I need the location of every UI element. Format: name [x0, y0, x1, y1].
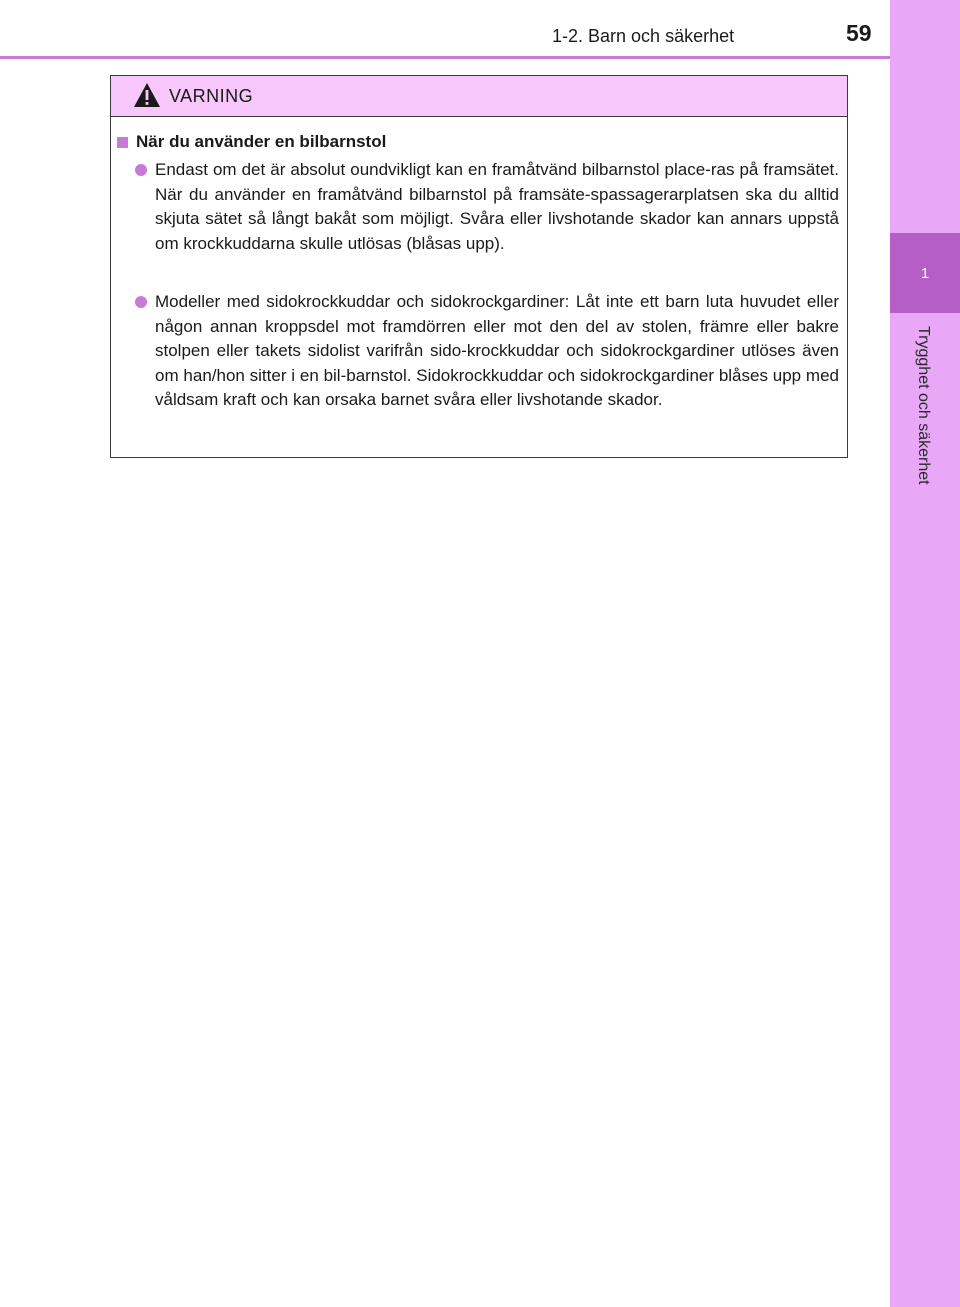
section-title: 1-2. Barn och säkerhet [552, 26, 735, 46]
chapter-number: 1 [920, 264, 930, 282]
warning-heading-text: När du använder en bilbarnstol [136, 132, 387, 151]
bullet-dot-icon [135, 296, 147, 308]
square-bullet-icon [117, 137, 128, 148]
chapter-side-strip [890, 0, 960, 1307]
warning-bullet-text: Modeller med sidokrockkuddar och sidokrockgardiner: Låt inte ett barn luta huvudet eller någon annan kroppsdel mot framdörren eller mot den del av stolen, främre eller bakre stolpen eller takets sidolist varifrån sido-krockkuddar och sidokrockgardiner utlöses även om han/hon sitter i en bil-barnstol. Sidokrockkuddar och sidokrockgardiner blåses upp med våldsam kraft och kan orsaka barnet svåra eller livshotande skador. [155, 292, 839, 409]
warning-triangle-icon [133, 82, 161, 108]
chapter-tab[interactable] [890, 233, 960, 313]
chapter-title-wrap [914, 326, 936, 526]
warning-bullet [135, 290, 839, 413]
warning-bullet-text: Endast om det är absolut oundvikligt kan en framåtvänd bilbarnstol place-ras på framsätet. När du använder en framåtvänd bilbarnstol på framsäte-spassagerarplatsen ska du alltid skjuta sätet så långt bakåt som möjligt. Svåra eller livshotande skador kan annars uppstå om krockkuddarna skulle utlösas (blåsas upp). [155, 160, 839, 253]
chapter-title: Trygghet och säkerhet [915, 326, 932, 485]
bullet-dot-icon [135, 164, 147, 176]
warning-title: VARNING [169, 86, 254, 106]
warning-box [110, 75, 848, 458]
page-number: 59 [846, 20, 872, 46]
warning-bullet [135, 158, 839, 256]
warning-header [111, 76, 847, 117]
warning-section-heading [117, 132, 386, 152]
header-divider [0, 56, 890, 59]
